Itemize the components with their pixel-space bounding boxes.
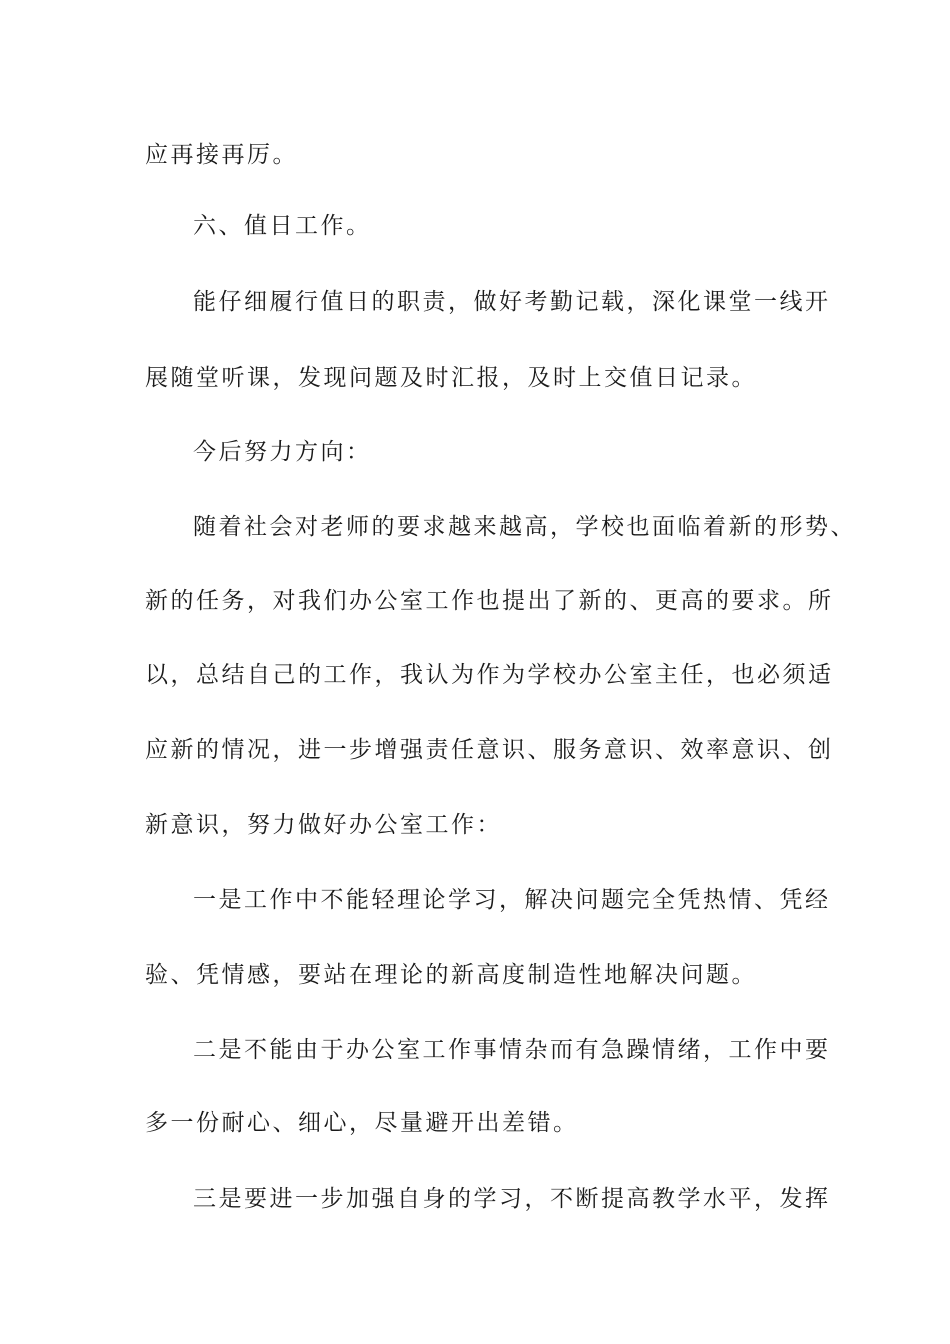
text-line: 二是不能由于办公室工作事情杂而有急躁情绪，工作中要 bbox=[193, 1037, 831, 1063]
text-line: 应新的情况，进一步增强责任意识、服务意识、效率意识、创 bbox=[145, 737, 834, 763]
text-line: 验、凭情感，要站在理论的新高度制造性地解决问题。 bbox=[145, 962, 757, 988]
text-line: 以，总结自己的工作，我认为作为学校办公室主任，也必须适 bbox=[145, 662, 834, 688]
text-line: 新意识，努力做好办公室工作： bbox=[145, 812, 502, 838]
text-line: 应再接再厉。 bbox=[145, 142, 298, 168]
text-line: 一是工作中不能轻理论学习，解决问题完全凭热情、凭经 bbox=[193, 887, 831, 913]
text-line: 能仔细履行值日的职责，做好考勤记载，深化课堂一线开 bbox=[193, 289, 831, 315]
text-line: 新的任务，对我们办公室工作也提出了新的、更高的要求。所 bbox=[145, 588, 834, 614]
section-heading: 六、值日工作。 bbox=[193, 213, 372, 239]
text-line: 三是要进一步加强自身的学习，不断提高教学水平，发挥 bbox=[193, 1186, 831, 1212]
text-line: 随着社会对老师的要求越来越高，学校也面临着新的形势、 bbox=[193, 514, 856, 540]
text-line: 展随堂听课，发现问题及时汇报，及时上交值日记录。 bbox=[145, 365, 757, 391]
section-heading: 今后努力方向： bbox=[193, 439, 372, 465]
text-line: 多一份耐心、细心，尽量避开出差错。 bbox=[145, 1110, 579, 1136]
